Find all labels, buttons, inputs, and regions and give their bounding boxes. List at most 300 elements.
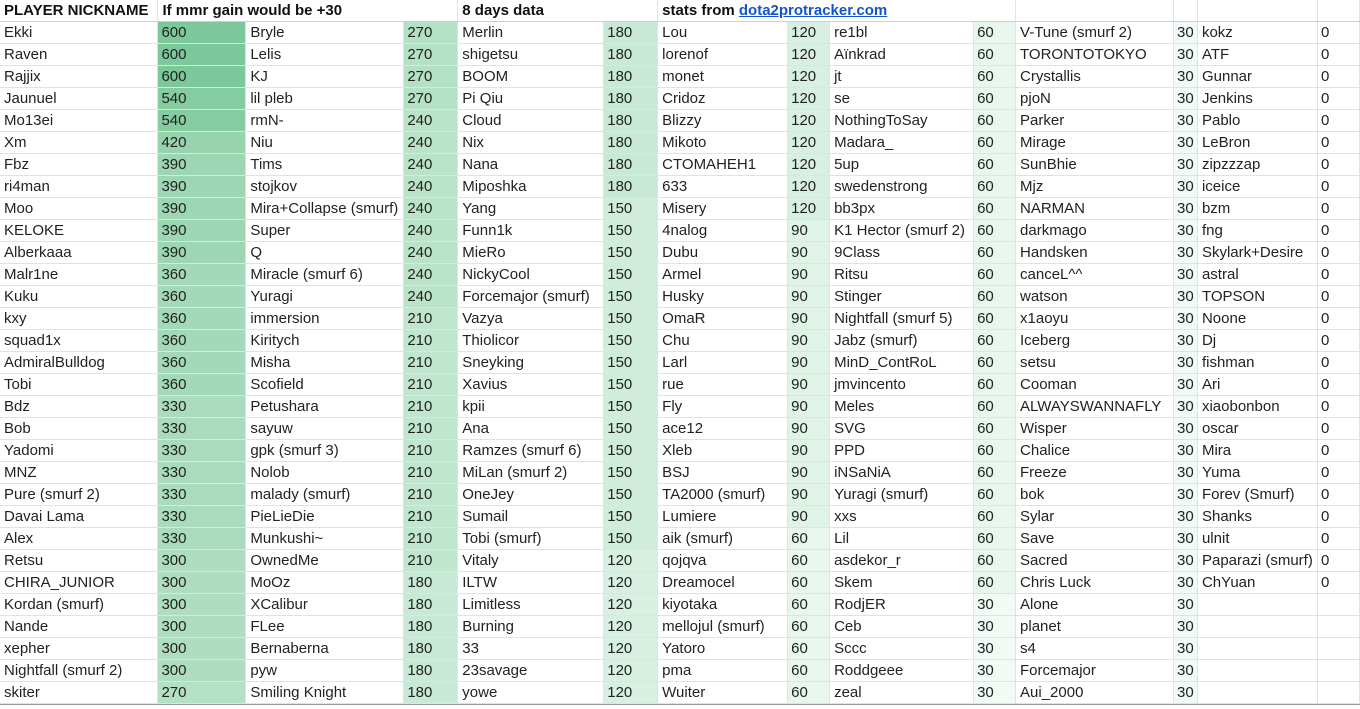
player-name-cell[interactable]: CTOMAHEH1	[658, 154, 788, 176]
player-name-cell[interactable]: ATF	[1197, 44, 1317, 66]
mmr-value-cell[interactable]: 150	[604, 462, 658, 484]
player-name-cell[interactable]: ulnit	[1197, 528, 1317, 550]
mmr-value-cell[interactable]: 180	[404, 682, 458, 704]
player-name-cell[interactable]: Misery	[658, 198, 788, 220]
player-name-cell[interactable]: ace12	[658, 418, 788, 440]
mmr-value-cell[interactable]: 150	[604, 440, 658, 462]
mmr-value-cell[interactable]: 360	[158, 308, 246, 330]
mmr-value-cell[interactable]: 30	[1173, 616, 1197, 638]
player-name-cell[interactable]: bzm	[1197, 198, 1317, 220]
player-name-cell[interactable]	[1197, 660, 1317, 682]
player-name-cell[interactable]: Husky	[658, 286, 788, 308]
mmr-value-cell[interactable]: 60	[974, 572, 1016, 594]
header-stats-source[interactable]	[658, 0, 1016, 22]
player-name-cell[interactable]: Misha	[246, 352, 404, 374]
player-name-cell[interactable]: kxy	[0, 308, 158, 330]
player-name-cell[interactable]: Tobi (smurf)	[458, 528, 604, 550]
mmr-value-cell[interactable]: 120	[604, 682, 658, 704]
player-name-cell[interactable]: Miracle (smurf 6)	[246, 264, 404, 286]
mmr-value-cell[interactable]: 270	[404, 88, 458, 110]
mmr-value-cell[interactable]: 150	[604, 374, 658, 396]
player-name-cell[interactable]: ri4man	[0, 176, 158, 198]
player-name-cell[interactable]: Jenkins	[1197, 88, 1317, 110]
player-name-cell[interactable]: Forev (Smurf)	[1197, 484, 1317, 506]
mmr-value-cell[interactable]: 60	[788, 528, 830, 550]
player-name-cell[interactable]: TORONTOTOKYO	[1016, 44, 1174, 66]
player-name-cell[interactable]: Crystallis	[1016, 66, 1174, 88]
player-name-cell[interactable]: V-Tune (smurf 2)	[1016, 22, 1174, 44]
player-name-cell[interactable]: Wisper	[1016, 418, 1174, 440]
mmr-value-cell[interactable]: 360	[158, 330, 246, 352]
mmr-value-cell[interactable]: 210	[404, 462, 458, 484]
mmr-value-cell[interactable]: 90	[788, 396, 830, 418]
player-name-cell[interactable]: Save	[1016, 528, 1174, 550]
mmr-value-cell[interactable]: 300	[158, 616, 246, 638]
player-name-cell[interactable]: Sneyking	[458, 352, 604, 374]
player-name-cell[interactable]: planet	[1016, 616, 1174, 638]
player-name-cell[interactable]: Mira+Collapse (smurf)	[246, 198, 404, 220]
player-name-cell[interactable]: Wuiter	[658, 682, 788, 704]
mmr-value-cell[interactable]: 30	[1173, 440, 1197, 462]
player-name-cell[interactable]: re1bl	[830, 22, 974, 44]
header-empty-cell[interactable]	[1197, 0, 1317, 22]
mmr-value-cell[interactable]: 0	[1317, 286, 1359, 308]
mmr-value-cell[interactable]: 120	[788, 154, 830, 176]
player-name-cell[interactable]: Petushara	[246, 396, 404, 418]
mmr-value-cell[interactable]: 0	[1317, 330, 1359, 352]
mmr-value-cell[interactable]: 180	[404, 660, 458, 682]
mmr-value-cell[interactable]: 30	[1173, 22, 1197, 44]
player-name-cell[interactable]: Xavius	[458, 374, 604, 396]
player-name-cell[interactable]: Kiritych	[246, 330, 404, 352]
mmr-value-cell[interactable]: 150	[604, 352, 658, 374]
player-name-cell[interactable]: MieRo	[458, 242, 604, 264]
mmr-value-cell[interactable]: 540	[158, 110, 246, 132]
player-name-cell[interactable]: Mjz	[1016, 176, 1174, 198]
player-name-cell[interactable]: Tobi	[0, 374, 158, 396]
mmr-value-cell[interactable]: 0	[1317, 22, 1359, 44]
player-name-cell[interactable]: RodjER	[830, 594, 974, 616]
player-name-cell[interactable]: lorenof	[658, 44, 788, 66]
mmr-value-cell[interactable]	[1317, 682, 1359, 704]
player-name-cell[interactable]: aik (smurf)	[658, 528, 788, 550]
player-name-cell[interactable]: Sumail	[458, 506, 604, 528]
mmr-value-cell[interactable]: 120	[788, 110, 830, 132]
player-name-cell[interactable]: Nightfall (smurf 5)	[830, 308, 974, 330]
mmr-value-cell[interactable]: 90	[788, 308, 830, 330]
mmr-value-cell[interactable]: 180	[404, 638, 458, 660]
player-name-cell[interactable]: Raven	[0, 44, 158, 66]
mmr-value-cell[interactable]	[1317, 616, 1359, 638]
mmr-value-cell[interactable]: 210	[404, 396, 458, 418]
player-name-cell[interactable]: asdekor_r	[830, 550, 974, 572]
player-name-cell[interactable]: Super	[246, 220, 404, 242]
player-name-cell[interactable]: Kordan (smurf)	[0, 594, 158, 616]
mmr-value-cell[interactable]: 60	[974, 154, 1016, 176]
mmr-value-cell[interactable]: 0	[1317, 396, 1359, 418]
mmr-value-cell[interactable]: 90	[788, 352, 830, 374]
mmr-value-cell[interactable]: 60	[974, 528, 1016, 550]
mmr-value-cell[interactable]: 180	[604, 88, 658, 110]
mmr-value-cell[interactable]: 300	[158, 572, 246, 594]
player-name-cell[interactable]: immersion	[246, 308, 404, 330]
mmr-value-cell[interactable]: 60	[974, 44, 1016, 66]
mmr-value-cell[interactable]: 360	[158, 264, 246, 286]
mmr-value-cell[interactable]: 120	[604, 660, 658, 682]
header-empty-cell[interactable]	[1173, 0, 1197, 22]
player-name-cell[interactable]: bb3px	[830, 198, 974, 220]
mmr-value-cell[interactable]: 90	[788, 462, 830, 484]
mmr-value-cell[interactable]: 120	[788, 88, 830, 110]
player-name-cell[interactable]: Iceberg	[1016, 330, 1174, 352]
mmr-value-cell[interactable]: 360	[158, 352, 246, 374]
player-name-cell[interactable]: Bob	[0, 418, 158, 440]
player-name-cell[interactable]: se	[830, 88, 974, 110]
player-name-cell[interactable]: Fbz	[0, 154, 158, 176]
mmr-value-cell[interactable]: 60	[974, 88, 1016, 110]
player-name-cell[interactable]: Madara_	[830, 132, 974, 154]
mmr-value-cell[interactable]: 210	[404, 506, 458, 528]
mmr-value-cell[interactable]: 0	[1317, 572, 1359, 594]
player-name-cell[interactable]: Miposhka	[458, 176, 604, 198]
player-name-cell[interactable]: Bryle	[246, 22, 404, 44]
mmr-value-cell[interactable]: 30	[1173, 594, 1197, 616]
player-name-cell[interactable]: MNZ	[0, 462, 158, 484]
player-name-cell[interactable]: Moo	[0, 198, 158, 220]
player-name-cell[interactable]: Aui_2000	[1016, 682, 1174, 704]
mmr-value-cell[interactable]: 270	[404, 44, 458, 66]
player-name-cell[interactable]: PieLieDie	[246, 506, 404, 528]
mmr-value-cell[interactable]: 60	[788, 682, 830, 704]
player-name-cell[interactable]: Sacred	[1016, 550, 1174, 572]
mmr-value-cell[interactable]: 30	[1173, 286, 1197, 308]
mmr-value-cell[interactable]: 30	[1173, 682, 1197, 704]
mmr-value-cell[interactable]: 0	[1317, 220, 1359, 242]
player-name-cell[interactable]: Ari	[1197, 374, 1317, 396]
player-name-cell[interactable]: Forcemajor	[1016, 660, 1174, 682]
player-name-cell[interactable]: Alone	[1016, 594, 1174, 616]
player-name-cell[interactable]: Forcemajor (smurf)	[458, 286, 604, 308]
mmr-value-cell[interactable]: 360	[158, 374, 246, 396]
mmr-value-cell[interactable]: 90	[788, 264, 830, 286]
player-name-cell[interactable]: Nightfall (smurf 2)	[0, 660, 158, 682]
player-name-cell[interactable]: pjoN	[1016, 88, 1174, 110]
mmr-value-cell[interactable]: 60	[974, 506, 1016, 528]
mmr-value-cell[interactable]: 270	[404, 22, 458, 44]
mmr-value-cell[interactable]: 120	[604, 550, 658, 572]
player-name-cell[interactable]: Rajjix	[0, 66, 158, 88]
player-name-cell[interactable]: Xm	[0, 132, 158, 154]
mmr-value-cell[interactable]: 120	[604, 572, 658, 594]
mmr-value-cell[interactable]: 150	[604, 264, 658, 286]
player-name-cell[interactable]: Lelis	[246, 44, 404, 66]
mmr-value-cell[interactable]: 30	[1173, 396, 1197, 418]
player-name-cell[interactable]: Dj	[1197, 330, 1317, 352]
mmr-value-cell[interactable]: 30	[1173, 572, 1197, 594]
player-name-cell[interactable]: Shanks	[1197, 506, 1317, 528]
mmr-value-cell[interactable]: 60	[788, 572, 830, 594]
player-name-cell[interactable]: MinD_ContRoL	[830, 352, 974, 374]
mmr-value-cell[interactable]: 390	[158, 198, 246, 220]
mmr-value-cell[interactable]: 90	[788, 418, 830, 440]
player-name-cell[interactable]: Paparazi (smurf)	[1197, 550, 1317, 572]
mmr-value-cell[interactable]: 210	[404, 484, 458, 506]
player-name-cell[interactable]: malady (smurf)	[246, 484, 404, 506]
mmr-value-cell[interactable]: 330	[158, 462, 246, 484]
player-name-cell[interactable]: s4	[1016, 638, 1174, 660]
player-name-cell[interactable]: Roddgeee	[830, 660, 974, 682]
mmr-value-cell[interactable]: 60	[974, 352, 1016, 374]
player-name-cell[interactable]: Freeze	[1016, 462, 1174, 484]
mmr-value-cell[interactable]: 30	[1173, 638, 1197, 660]
player-name-cell[interactable]: zeal	[830, 682, 974, 704]
mmr-value-cell[interactable]: 150	[604, 330, 658, 352]
player-name-cell[interactable]: ChYuan	[1197, 572, 1317, 594]
player-name-cell[interactable]: Yang	[458, 198, 604, 220]
mmr-value-cell[interactable]: 60	[974, 264, 1016, 286]
mmr-value-cell[interactable]: 0	[1317, 66, 1359, 88]
player-name-cell[interactable]: KELOKE	[0, 220, 158, 242]
mmr-value-cell[interactable]: 60	[974, 484, 1016, 506]
mmr-value-cell[interactable]: 540	[158, 88, 246, 110]
player-name-cell[interactable]: qojqva	[658, 550, 788, 572]
player-name-cell[interactable]: SunBhie	[1016, 154, 1174, 176]
mmr-value-cell[interactable]: 30	[1173, 198, 1197, 220]
player-name-cell[interactable]: OmaR	[658, 308, 788, 330]
mmr-value-cell[interactable]: 0	[1317, 352, 1359, 374]
mmr-value-cell[interactable]: 180	[604, 176, 658, 198]
mmr-value-cell[interactable]: 180	[404, 572, 458, 594]
player-name-cell[interactable]: 33	[458, 638, 604, 660]
mmr-value-cell[interactable]: 120	[788, 22, 830, 44]
player-name-cell[interactable]: Nande	[0, 616, 158, 638]
player-name-cell[interactable]: PPD	[830, 440, 974, 462]
player-name-cell[interactable]: Kuku	[0, 286, 158, 308]
player-name-cell[interactable]: BOOM	[458, 66, 604, 88]
mmr-value-cell[interactable]: 300	[158, 550, 246, 572]
mmr-value-cell[interactable]: 30	[974, 616, 1016, 638]
player-name-cell[interactable]: K1 Hector (smurf 2)	[830, 220, 974, 242]
player-name-cell[interactable]: Handsken	[1016, 242, 1174, 264]
mmr-value-cell[interactable]	[1317, 638, 1359, 660]
player-name-cell[interactable]: KJ	[246, 66, 404, 88]
mmr-value-cell[interactable]: 30	[1173, 242, 1197, 264]
mmr-value-cell[interactable]: 30	[1173, 660, 1197, 682]
player-name-cell[interactable]: swedenstrong	[830, 176, 974, 198]
player-name-cell[interactable]: Fly	[658, 396, 788, 418]
player-name-cell[interactable]: Merlin	[458, 22, 604, 44]
mmr-value-cell[interactable]: 270	[404, 66, 458, 88]
mmr-value-cell[interactable]: 0	[1317, 374, 1359, 396]
header-mmr-gain[interactable]: If mmr gain would be +30	[158, 0, 458, 22]
player-name-cell[interactable]: lil pleb	[246, 88, 404, 110]
player-name-cell[interactable]: Mo13ei	[0, 110, 158, 132]
player-name-cell[interactable]: Sylar	[1016, 506, 1174, 528]
mmr-value-cell[interactable]: 330	[158, 418, 246, 440]
mmr-value-cell[interactable]: 330	[158, 396, 246, 418]
mmr-value-cell[interactable]: 60	[974, 286, 1016, 308]
mmr-value-cell[interactable]: 30	[1173, 264, 1197, 286]
mmr-value-cell[interactable]: 150	[604, 198, 658, 220]
mmr-value-cell[interactable]: 60	[788, 660, 830, 682]
mmr-value-cell[interactable]: 60	[974, 308, 1016, 330]
mmr-value-cell[interactable]: 0	[1317, 528, 1359, 550]
player-name-cell[interactable]: Lou	[658, 22, 788, 44]
player-name-cell[interactable]: canceL^^	[1016, 264, 1174, 286]
player-name-cell[interactable]: 5up	[830, 154, 974, 176]
mmr-value-cell[interactable]: 300	[158, 660, 246, 682]
player-name-cell[interactable]: bok	[1016, 484, 1174, 506]
mmr-value-cell[interactable]: 390	[158, 154, 246, 176]
player-name-cell[interactable]: Stinger	[830, 286, 974, 308]
player-name-cell[interactable]: Vitaly	[458, 550, 604, 572]
mmr-value-cell[interactable]: 0	[1317, 198, 1359, 220]
player-name-cell[interactable]: Yadomi	[0, 440, 158, 462]
header-empty-cell[interactable]	[1317, 0, 1359, 22]
mmr-value-cell[interactable]: 420	[158, 132, 246, 154]
mmr-value-cell[interactable]: 180	[404, 594, 458, 616]
mmr-value-cell[interactable]: 180	[604, 44, 658, 66]
player-name-cell[interactable]: NARMAN	[1016, 198, 1174, 220]
player-name-cell[interactable]: Alberkaaa	[0, 242, 158, 264]
mmr-value-cell[interactable]: 30	[1173, 44, 1197, 66]
mmr-value-cell[interactable]: 600	[158, 22, 246, 44]
mmr-value-cell[interactable]: 90	[788, 440, 830, 462]
player-name-cell[interactable]: Alex	[0, 528, 158, 550]
mmr-value-cell[interactable]: 150	[604, 418, 658, 440]
player-name-cell[interactable]: Nolob	[246, 462, 404, 484]
mmr-value-cell[interactable]: 150	[604, 308, 658, 330]
mmr-value-cell[interactable]: 390	[158, 242, 246, 264]
player-name-cell[interactable]: Noone	[1197, 308, 1317, 330]
mmr-value-cell[interactable]: 30	[1173, 88, 1197, 110]
player-name-cell[interactable]: AdmiralBulldog	[0, 352, 158, 374]
mmr-value-cell[interactable]: 180	[404, 616, 458, 638]
mmr-value-cell[interactable]: 60	[974, 176, 1016, 198]
player-name-cell[interactable]: Dubu	[658, 242, 788, 264]
mmr-value-cell[interactable]: 240	[404, 220, 458, 242]
mmr-value-cell[interactable]: 0	[1317, 550, 1359, 572]
player-name-cell[interactable]: Smiling Knight	[246, 682, 404, 704]
mmr-value-cell[interactable]: 30	[1173, 550, 1197, 572]
player-name-cell[interactable]: LeBron	[1197, 132, 1317, 154]
mmr-value-cell[interactable]: 0	[1317, 154, 1359, 176]
player-name-cell[interactable]: Davai Lama	[0, 506, 158, 528]
player-name-cell[interactable]: SVG	[830, 418, 974, 440]
mmr-value-cell[interactable]: 390	[158, 220, 246, 242]
mmr-value-cell[interactable]: 60	[974, 330, 1016, 352]
mmr-value-cell[interactable]	[1317, 594, 1359, 616]
player-name-cell[interactable]: Cloud	[458, 110, 604, 132]
player-name-cell[interactable]: fishman	[1197, 352, 1317, 374]
mmr-value-cell[interactable]: 30	[1173, 66, 1197, 88]
mmr-value-cell[interactable]: 60	[974, 462, 1016, 484]
mmr-value-cell[interactable]: 0	[1317, 242, 1359, 264]
mmr-value-cell[interactable]: 150	[604, 396, 658, 418]
mmr-value-cell[interactable]: 30	[1173, 176, 1197, 198]
mmr-value-cell[interactable]: 30	[1173, 330, 1197, 352]
player-name-cell[interactable]: Jabz (smurf)	[830, 330, 974, 352]
mmr-value-cell[interactable]: 210	[404, 550, 458, 572]
player-name-cell[interactable]: Bdz	[0, 396, 158, 418]
mmr-value-cell[interactable]: 300	[158, 594, 246, 616]
player-name-cell[interactable]: Chris Luck	[1016, 572, 1174, 594]
mmr-value-cell[interactable]: 330	[158, 440, 246, 462]
mmr-value-cell[interactable]: 30	[974, 594, 1016, 616]
mmr-value-cell[interactable]: 210	[404, 308, 458, 330]
player-name-cell[interactable]: Yuma	[1197, 462, 1317, 484]
player-name-cell[interactable]: Burning	[458, 616, 604, 638]
player-name-cell[interactable]: Q	[246, 242, 404, 264]
mmr-value-cell[interactable]: 600	[158, 44, 246, 66]
mmr-value-cell[interactable]: 210	[404, 418, 458, 440]
player-name-cell[interactable]: xepher	[0, 638, 158, 660]
player-name-cell[interactable]: squad1x	[0, 330, 158, 352]
mmr-value-cell[interactable]: 0	[1317, 44, 1359, 66]
player-name-cell[interactable]: Nix	[458, 132, 604, 154]
mmr-value-cell[interactable]: 60	[788, 616, 830, 638]
mmr-value-cell[interactable]: 150	[604, 484, 658, 506]
mmr-value-cell[interactable]: 60	[974, 110, 1016, 132]
player-name-cell[interactable]: Jaunuel	[0, 88, 158, 110]
mmr-value-cell[interactable]: 210	[404, 374, 458, 396]
mmr-value-cell[interactable]: 30	[1173, 308, 1197, 330]
mmr-value-cell[interactable]: 30	[1173, 506, 1197, 528]
player-name-cell[interactable]: Vazya	[458, 308, 604, 330]
player-name-cell[interactable]: Mikoto	[658, 132, 788, 154]
mmr-value-cell[interactable]: 120	[788, 66, 830, 88]
mmr-value-cell[interactable]: 120	[788, 176, 830, 198]
player-name-cell[interactable]: Pi Qiu	[458, 88, 604, 110]
player-name-cell[interactable]: kokz	[1197, 22, 1317, 44]
player-name-cell[interactable]: Ramzes (smurf 6)	[458, 440, 604, 462]
mmr-value-cell[interactable]: 30	[1173, 352, 1197, 374]
player-name-cell[interactable]: Chu	[658, 330, 788, 352]
player-name-cell[interactable]: Cooman	[1016, 374, 1174, 396]
mmr-value-cell[interactable]: 240	[404, 110, 458, 132]
mmr-value-cell[interactable]: 90	[788, 330, 830, 352]
mmr-value-cell[interactable]: 90	[788, 506, 830, 528]
mmr-value-cell[interactable]: 240	[404, 242, 458, 264]
player-name-cell[interactable]: darkmago	[1016, 220, 1174, 242]
mmr-value-cell[interactable]: 60	[974, 198, 1016, 220]
mmr-value-cell[interactable]: 120	[604, 594, 658, 616]
player-name-cell[interactable]: Yuragi	[246, 286, 404, 308]
player-name-cell[interactable]: Funn1k	[458, 220, 604, 242]
player-name-cell[interactable]: OneJey	[458, 484, 604, 506]
player-name-cell[interactable]	[1197, 594, 1317, 616]
player-name-cell[interactable]: gpk (smurf 3)	[246, 440, 404, 462]
player-name-cell[interactable]: Bernaberna	[246, 638, 404, 660]
player-name-cell[interactable]: yowe	[458, 682, 604, 704]
player-name-cell[interactable]: Skem	[830, 572, 974, 594]
player-name-cell[interactable]: 633	[658, 176, 788, 198]
mmr-value-cell[interactable]: 120	[788, 44, 830, 66]
mmr-value-cell[interactable]: 120	[604, 616, 658, 638]
player-name-cell[interactable]: Ritsu	[830, 264, 974, 286]
player-name-cell[interactable]: Retsu	[0, 550, 158, 572]
mmr-value-cell[interactable]: 150	[604, 506, 658, 528]
mmr-value-cell[interactable]: 0	[1317, 440, 1359, 462]
mmr-value-cell[interactable]: 120	[604, 638, 658, 660]
player-name-cell[interactable]: xxs	[830, 506, 974, 528]
mmr-value-cell[interactable]: 60	[974, 22, 1016, 44]
player-name-cell[interactable]: Ceb	[830, 616, 974, 638]
mmr-value-cell[interactable]: 210	[404, 352, 458, 374]
player-name-cell[interactable]: Scofield	[246, 374, 404, 396]
mmr-value-cell[interactable]: 390	[158, 176, 246, 198]
mmr-value-cell[interactable]: 0	[1317, 484, 1359, 506]
